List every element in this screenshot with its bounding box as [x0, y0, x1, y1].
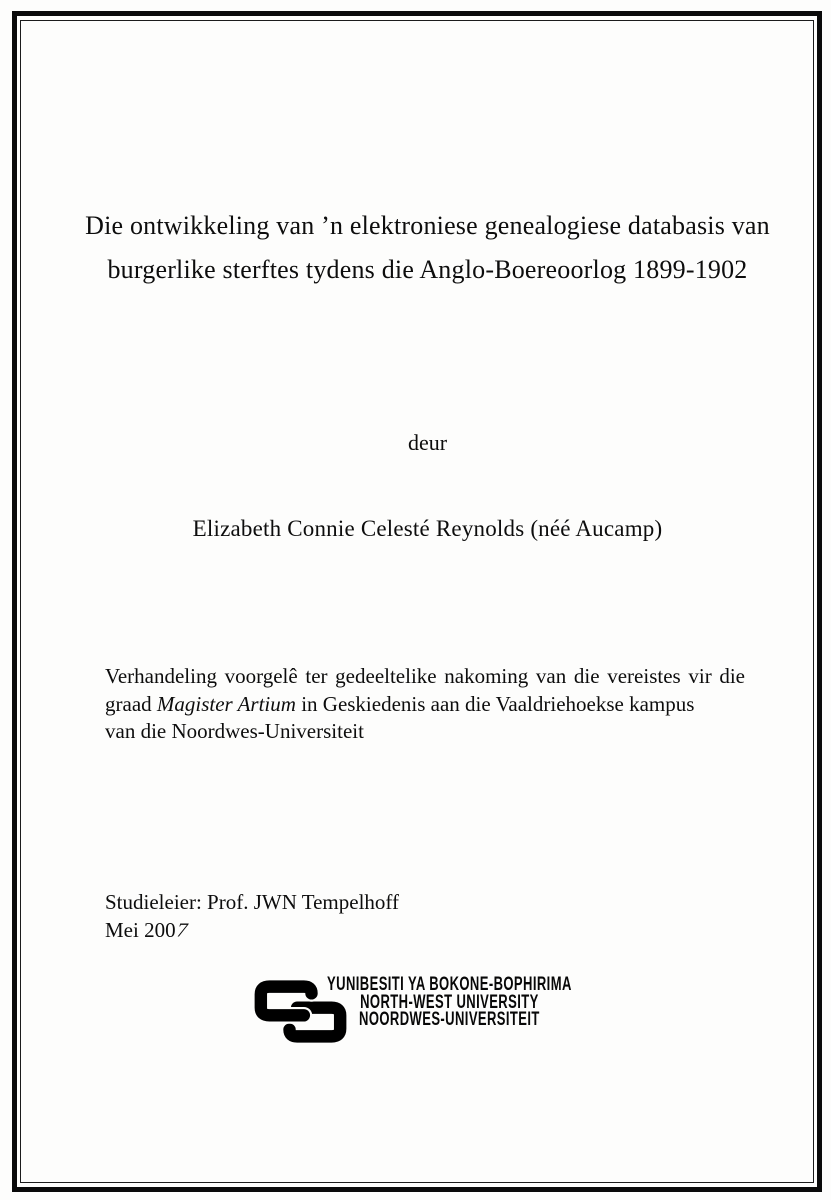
supervisor-date-block	[105, 888, 399, 944]
byline-deur: deur	[407, 430, 448, 455]
statement-line-2-suffix: in Geskiedenis aan die Vaaldriehoekse kampus	[295, 691, 695, 716]
date-month-year: Mei 200	[105, 918, 176, 942]
date-year-last-digit: 7	[173, 918, 191, 942]
degree-name-italic: Magister Artium	[156, 691, 296, 716]
submission-statement	[105, 663, 745, 746]
statement-line-3: van die Noordwes-Universiteit	[105, 719, 364, 743]
statement-line-2-prefix: graad	[105, 691, 157, 716]
date-line	[105, 916, 399, 944]
university-name-english: NORTH-WEST UNIVERSITY	[360, 991, 539, 1013]
university-name-setswana: YUNIBESITI YA BOKONE-BOPHIRIMA	[327, 974, 572, 995]
thesis-title-line-1: Die ontwikkeling van ’n elektroniese genealogiese databasis van	[85, 211, 770, 240]
university-name-afrikaans: NOORDWES-UNIVERSITEIT	[359, 1009, 540, 1031]
statement-line-2	[105, 691, 745, 719]
thesis-title-line-2: burgerlike sterftes tydens die Anglo-Boereoorlog 1899-1902	[107, 255, 748, 284]
thesis-title	[52, 204, 803, 292]
author-name: Elizabeth Connie Celesté Reynolds (néé Aucamp)	[192, 516, 663, 541]
statement-line-1: Verhandeling voorgelê ter gedeeltelike nakoming van die vereistes vir die	[105, 664, 745, 688]
supervisor-line: Studieleier: Prof. JWN Tempelhoff	[105, 890, 400, 914]
university-name-block	[322, 976, 577, 1029]
